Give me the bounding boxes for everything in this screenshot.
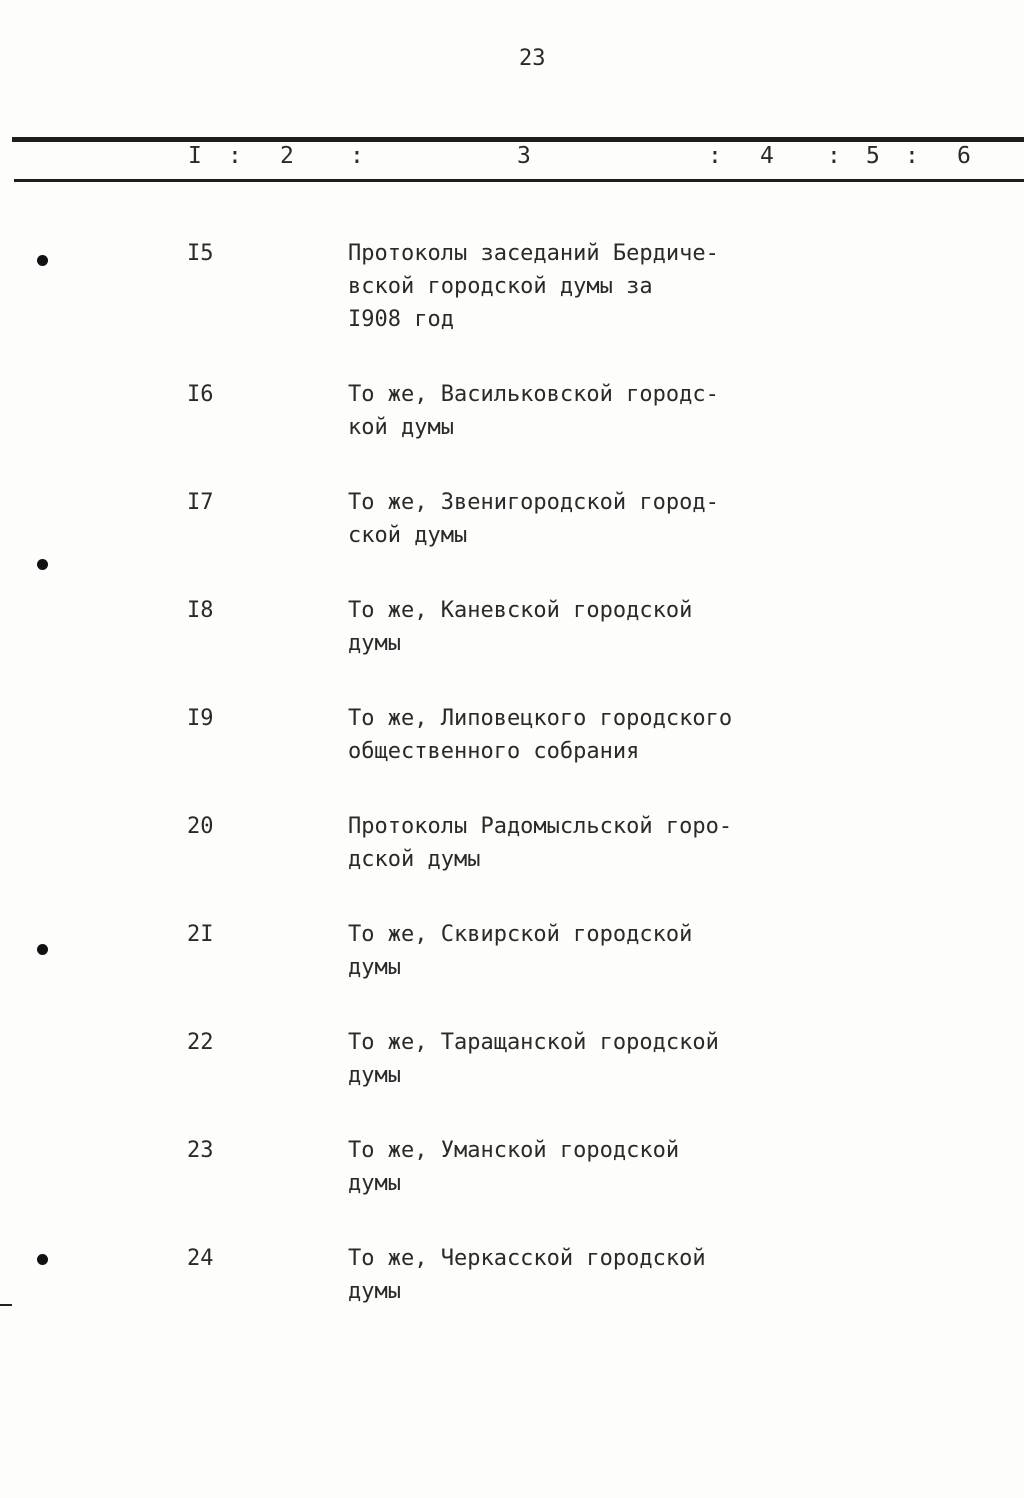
row-number: I8 (187, 598, 214, 623)
row-title: То же, Уманской городской думы (348, 1138, 680, 1196)
column-separator: : (708, 143, 722, 169)
column-header-6: 6 (957, 143, 971, 169)
row-title: Протоколы заседаний Бердиче- вской городской думы за I908 год (348, 241, 719, 332)
punch-hole-mark (37, 255, 48, 266)
row-title: Протоколы Радомысльской горо- дской думы (348, 814, 733, 872)
margin-mark (0, 1304, 12, 1306)
column-header-3: 3 (517, 143, 531, 169)
row-title: То же, Сквирской городской думы (348, 922, 693, 980)
row-number: 22 (187, 1030, 214, 1055)
row-title: То же, Таращанской городской думы (348, 1030, 719, 1088)
header-top-rule (12, 137, 1024, 142)
row-number: 20 (187, 814, 214, 839)
table-row (0, 1134, 1024, 1200)
row-title: То же, Васильковской городс- кой думы (348, 382, 719, 440)
row-number: 24 (187, 1246, 214, 1271)
table-row (0, 702, 1024, 768)
record-list (0, 237, 1024, 1350)
punch-hole-mark (37, 944, 48, 955)
column-header-5: 5 (866, 143, 880, 169)
punch-hole-mark (37, 1254, 48, 1265)
column-separator: : (905, 143, 919, 169)
page-number: 23 (519, 46, 546, 71)
row-title: То же, Каневской городской думы (348, 598, 693, 656)
row-title: То же, Липовецкого городского общественного собрания (348, 706, 733, 764)
table-row (0, 1026, 1024, 1092)
table-row (0, 378, 1024, 444)
punch-hole-mark (37, 559, 48, 570)
column-separator: : (350, 143, 364, 169)
row-number: 23 (187, 1138, 214, 1163)
row-number: I6 (187, 382, 214, 407)
row-number: I7 (187, 490, 214, 515)
row-title: То же, Звенигородской город- ской думы (348, 490, 719, 548)
row-title: То же, Черкасской городской думы (348, 1246, 706, 1304)
table-row (0, 1242, 1024, 1308)
row-number: I5 (187, 241, 214, 266)
table-row (0, 810, 1024, 876)
table-row (0, 237, 1024, 336)
column-header-4: 4 (760, 143, 774, 169)
header-bottom-rule (14, 179, 1024, 182)
column-separator: : (827, 143, 841, 169)
column-header-2: 2 (280, 143, 294, 169)
table-row (0, 486, 1024, 552)
row-number: I9 (187, 706, 214, 731)
row-number: 2I (187, 922, 214, 947)
table-row (0, 594, 1024, 660)
table-row (0, 918, 1024, 984)
column-header-1: I (188, 143, 202, 169)
column-separator: : (228, 143, 242, 169)
